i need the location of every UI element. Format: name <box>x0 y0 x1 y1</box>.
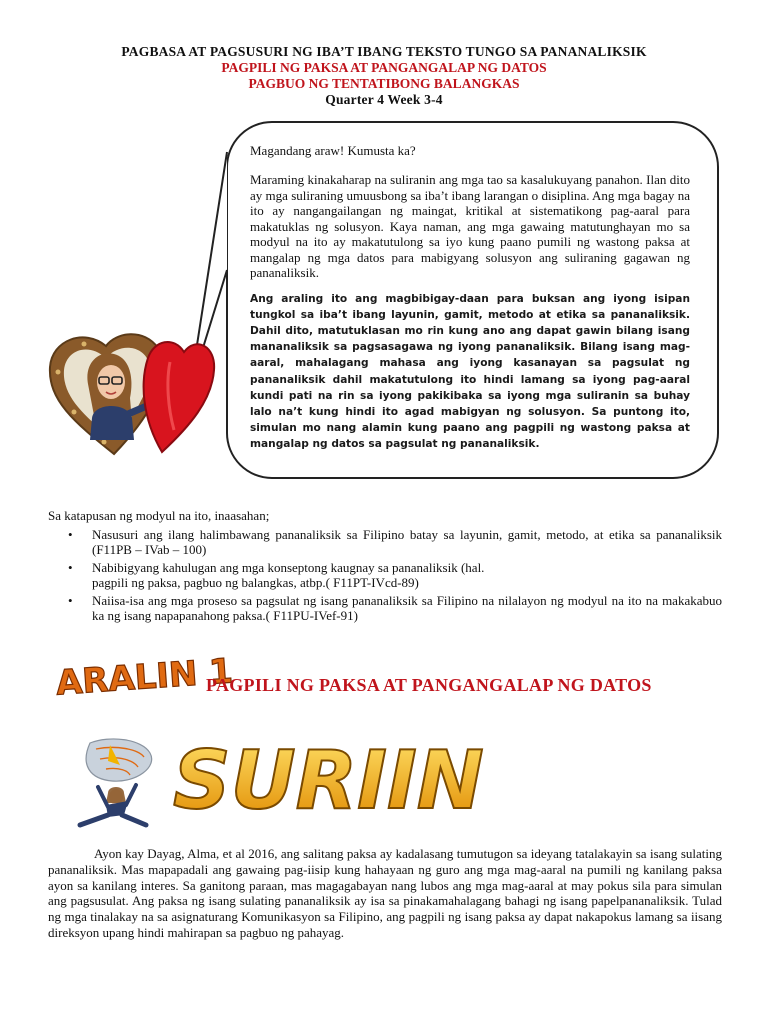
aralin-art-text: ARALIN 1 <box>54 651 235 704</box>
teacher-bubble-illustration <box>50 735 160 830</box>
objective-item <box>68 559 722 591</box>
intro-paragraph: Maraming kinakaharap na suliranin ang mga tao sa kasalukuyang panahon. Ilan dito ay mga suliraning umuusbong sa iba’t ibang larangan o disiplina. Ang mga bagay na ito ay nangangailangan ng maingat, kritikal at sistematikong pag-aaral para makatuklas ng solusyon. Kaya naman, ang mga gawaing matutunghayan mo sa modyul na ito ay makatutulong sa iyo kung paano pumili ng wastong paksa at mangalap ng mga datos para mabigyang solusyon ang suliraning gagawan ng pananaliksik. <box>250 172 690 280</box>
learning-objectives <box>48 508 722 626</box>
body-paragraph <box>48 846 722 941</box>
suriin-wordart <box>165 726 484 827</box>
teacher-heart-illustration <box>44 322 224 462</box>
objectives-list <box>48 527 722 624</box>
objective-text: Nabibigyang kahulugan ang mga konseptong kaugnay sa pananaliksik (hal. <box>92 559 485 575</box>
lesson-overview-paragraph: Ang araling ito ang magbibigay-daan para buksan ang iyong isipan tungkol sa iba’t ibang layunin, gamit, metodo at etika sa pananaliksik. Dahil dito, matutuklasan mo rin kung ano ang dapat gawin bilang isang mananaliksik sa pagsasagawa ng iyong pananaliksik. Bilang isang mag-aaral, mahalagang mahasa ang iyong kasanayan sa pagsulat ng pananaliksik dahil makatutulong ito hindi lamang sa iyong pag-aaral kundi pati na rin sa iyong pakikibaka sa iyong mga suliranin sa buhay lalo na’t kung hindi ito agad mabigyan ng solusyon. Sa puntong ito, simulan mo nang alamin kung paano ang pagpili ng wastong paksa at mangalap ng datos sa pagsulat ng pananaliksik. <box>250 292 690 451</box>
objective-text: Nasusuri ang ilang halimbawang pananaliksik sa Filipino batay sa layunin, gamit, metodo, at etika sa pananaliksik (F11PB – IVab – 100) <box>92 526 722 557</box>
header-subject-title: PAGBASA AT PAGSUSURI NG IBA’T IBANG TEKSTO TUNGO SA PANANALIKSIK <box>121 44 647 59</box>
document-header <box>0 44 768 108</box>
header-lesson-title: PAGPILI NG PAKSA AT PANGANGALAP NG DATOS <box>221 60 547 75</box>
aralin-1-wordart <box>52 650 235 704</box>
speech-bubble-content <box>250 143 690 453</box>
objective-item <box>68 526 722 558</box>
bullet-icon: • <box>68 559 73 575</box>
objective-text-continued: pagpili ng paksa, pagbuo ng balangkas, atbp.( F11PT-IVcd-89) <box>92 575 419 590</box>
bullet-icon: • <box>68 592 73 608</box>
objectives-intro: Sa katapusan ng modyul na ito, inaasahan; <box>48 508 270 523</box>
bullet-icon: • <box>68 526 73 542</box>
objective-item <box>68 592 722 624</box>
header-lesson-subtitle: PAGBUO NG TENTATIBONG BALANGKAS <box>248 76 520 91</box>
header-quarter-week: Quarter 4 Week 3-4 <box>325 92 443 107</box>
suriin-art-text: SURIIN <box>173 734 484 827</box>
aralin-title: PAGPILI NG PAKSA AT PANGANGALAP NG DATOS <box>206 675 652 695</box>
objective-text: Naiisa-isa ang mga proseso sa pagsulat ng isang pananaliksik sa Filipino na nilalayon ng modyul na ito na makakabuo ka ng isang napapanahong paksa.( F11PU-IVef-91) <box>92 592 722 623</box>
greeting-text: Magandang araw! Kumusta ka? <box>250 143 416 158</box>
body-paragraph-text: Ayon kay Dayag, Alma, et al 2016, ang salitang paksa ay kadalasang tumutugon sa ideyang tatalakayin sa isang sulating pananaliksik. Mas mapapadali ang gawaing pag-iisip kung hahayaan ng guro ang mga mag-aaral na pumili ng kanilang paksa ayon sa kanilang interes. Sa ganitong paraan, mas magagabayan nang lubos ang mga mag-aaral at may pokus sila para simulan ang pagsusulat. Ang paksa ng isang sulating pananaliksik ay isa sa pinakamahalagang bahagi ng isang papelpananaliksik. Tulad ng mga tinalakay na sa asignaturang Komunikasyon sa Filipino, ang pagpili ng isang paksa ay dapat nakapokus lamang sa iisang direksyon upang hindi mahirapan sa pagbuo ng pahayag. <box>48 846 722 940</box>
